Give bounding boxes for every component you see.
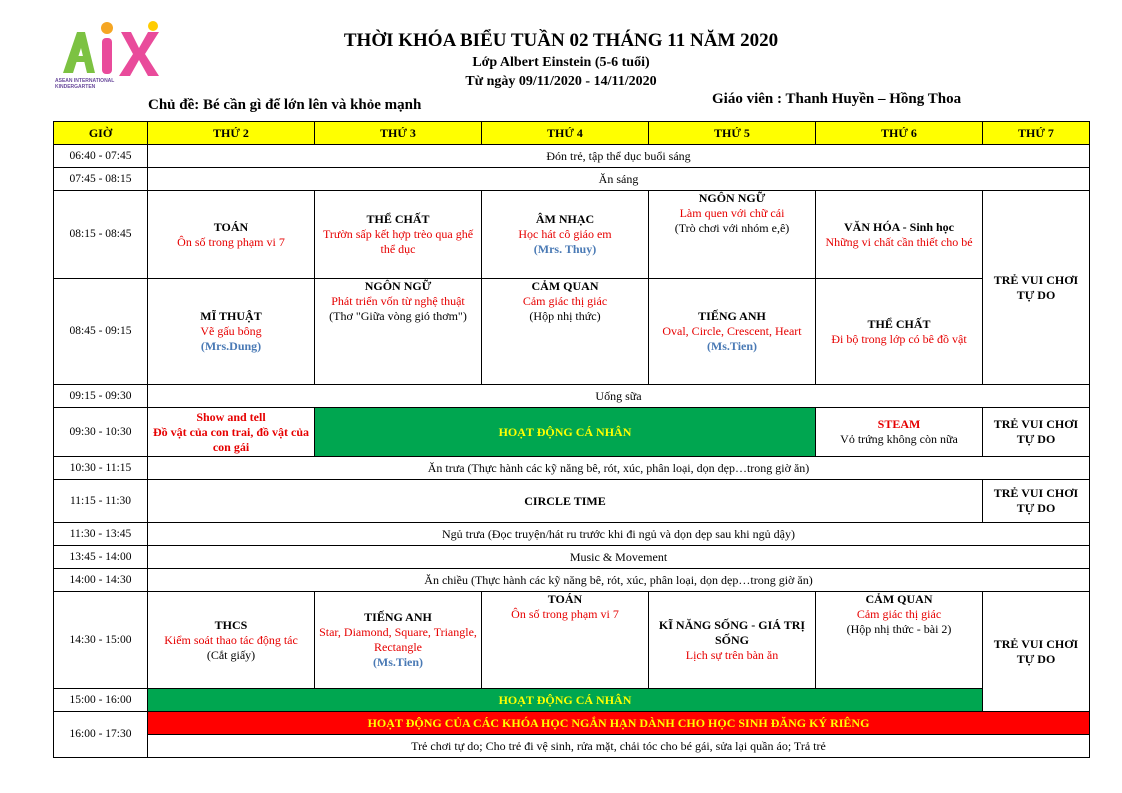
free-play-cell: TRẺ VUI CHƠI TỰ DO [983, 480, 1090, 523]
col-thu: THỨ 5 [649, 122, 816, 145]
table-row [54, 385, 1090, 408]
lesson-cell [649, 191, 816, 279]
lesson-cell [816, 279, 983, 385]
col-wed: THỨ 4 [482, 122, 649, 145]
lesson-note: (Thơ "Giữa vòng gió thơm") [329, 309, 467, 323]
lesson-cell [649, 592, 816, 689]
lesson-cell [816, 191, 983, 279]
individual-activity-cell: HOẠT ĐỘNG CÁ NHÂN [148, 689, 983, 712]
lesson-detail: Phát triển vốn từ nghệ thuật [331, 294, 465, 308]
teachers-label: Giáo viên : Thanh Huyền – Hồng Thoa [712, 91, 962, 107]
lesson-detail: Làm quen với chữ cái [679, 206, 785, 220]
lesson-teacher: (Mrs.Dung) [200, 339, 262, 353]
timetable [53, 121, 1090, 758]
col-fri: THỨ 6 [816, 122, 983, 145]
lesson-cell [816, 592, 983, 689]
lesson-detail: Đồ vật của con trai, đồ vật của con gái [153, 424, 309, 454]
table-row [54, 145, 1090, 168]
lesson-subject: NGÔN NGỮ [698, 191, 766, 205]
lesson-detail: Oval, Circle, Crescent, Heart [662, 324, 802, 338]
lesson-cell [148, 408, 315, 457]
time-cell: 11:15 - 11:30 [54, 480, 148, 523]
lesson-cell [148, 592, 315, 689]
activity-cell: Ăn sáng [148, 168, 1090, 191]
lesson-note: (Cắt giấy) [206, 647, 256, 662]
table-row [54, 735, 1090, 758]
schedule-title: THỜI KHÓA BIỂU TUẦN 02 THÁNG 11 NĂM 2020 [343, 30, 779, 51]
activity-cell: Trẻ chơi tự do; Cho trẻ đi vệ sinh, rửa mặt, chải tóc cho bé gái, sửa lại quần áo; Trả trẻ [148, 735, 1090, 758]
lesson-detail: Lịch sự trên bàn ăn [685, 647, 779, 662]
lesson-cell [482, 592, 649, 689]
lesson-subject: KĨ NĂNG SỐNG - GIÁ TRỊ SỐNG [658, 617, 806, 647]
lesson-subject: CẢM QUAN [865, 592, 933, 606]
time-cell: 08:15 - 08:45 [54, 191, 148, 279]
lesson-detail: Trườn sấp kết hợp trèo qua ghế thể dục [322, 227, 474, 256]
date-range: Từ ngày 09/11/2020 - 14/11/2020 [465, 74, 657, 89]
free-play-cell: TRẺ VUI CHƠI TỰ DO [983, 592, 1090, 712]
lesson-note: (Trò chơi với nhóm e,ê) [674, 221, 790, 235]
time-cell: 14:30 - 15:00 [54, 592, 148, 689]
activity-cell: Music & Movement [148, 546, 1090, 569]
table-row [54, 592, 1090, 689]
class-name: Lớp Albert Einstein (5-6 tuổi) [472, 55, 650, 70]
lesson-detail: Ôn số trong phạm vi 7 [511, 607, 619, 621]
table-row [54, 523, 1090, 546]
lesson-note: (Hộp nhị thức - bài 2) [846, 622, 952, 636]
time-cell: 09:15 - 09:30 [54, 385, 148, 408]
time-cell: 09:30 - 10:30 [54, 408, 148, 457]
free-play-cell: TRẺ VUI CHƠI TỰ DO [983, 408, 1090, 457]
lesson-subject: STEAM [877, 417, 921, 431]
lesson-subject: TIẾNG ANH [698, 309, 766, 323]
lesson-cell [649, 279, 816, 385]
free-play-cell: TRẺ VUI CHƠI TỰ DO [983, 191, 1090, 385]
table-row [54, 191, 1090, 279]
lesson-cell [816, 408, 983, 457]
circle-time-cell: CIRCLE TIME [148, 480, 983, 523]
individual-activity-cell: HOẠT ĐỘNG CÁ NHÂN [315, 408, 816, 457]
lesson-detail: Cảm giác thị giác [856, 607, 942, 621]
lesson-cell [148, 191, 315, 279]
table-row [54, 480, 1090, 523]
lesson-detail: Đi bộ trong lớp có bê đồ vật [831, 331, 967, 346]
table-row [54, 408, 1090, 457]
col-time: GIỜ [54, 122, 148, 145]
col-tue: THỨ 3 [315, 122, 482, 145]
lesson-cell [315, 279, 482, 385]
lesson-subject: Show and tell [196, 409, 266, 424]
short-course-cell: HOẠT ĐỘNG CỦA CÁC KHÓA HỌC NGẮN HẠN DÀNH CHO HỌC SINH ĐĂNG KÝ RIÊNG [148, 712, 1090, 735]
activity-cell: Uống sữa [148, 385, 1090, 408]
time-cell: 10:30 - 11:15 [54, 457, 148, 480]
table-row [54, 546, 1090, 569]
lesson-subject: MĨ THUẬT [200, 309, 262, 323]
table-row [54, 279, 1090, 385]
time-cell: 15:00 - 16:00 [54, 689, 148, 712]
activity-cell: Ngủ trưa (Đọc truyện/hát ru trước khi đi ngủ và dọn dẹp sau khi ngủ dậy) [148, 523, 1090, 546]
lesson-subject: CẢM QUAN [531, 279, 599, 293]
lesson-subject: NGÔN NGỮ [364, 279, 432, 293]
time-cell: 11:30 - 13:45 [54, 523, 148, 546]
col-sat: THỨ 7 [983, 122, 1090, 145]
table-row [54, 689, 1090, 712]
table-row [54, 712, 1090, 735]
lesson-detail: Học hát cô giáo em [518, 227, 612, 241]
logo-text: ASEAN INTERNATIONAL KINDERGARTEN [55, 78, 115, 90]
table-row [54, 569, 1090, 592]
col-mon: THỨ 2 [148, 122, 315, 145]
lesson-subject: ÂM NHẠC [535, 212, 595, 226]
table-row [54, 457, 1090, 480]
lesson-cell [148, 279, 315, 385]
lesson-subject: TOÁN [547, 592, 583, 606]
time-cell: 13:45 - 14:00 [54, 546, 148, 569]
header-row [54, 122, 1090, 145]
time-cell: 08:45 - 09:15 [54, 279, 148, 385]
lesson-detail: Những vi chất cần thiết cho bé [825, 234, 973, 249]
lesson-subject: THỂ CHẤT [366, 212, 430, 226]
lesson-cell [315, 191, 482, 279]
time-cell: 07:45 - 08:15 [54, 168, 148, 191]
lesson-cell [315, 592, 482, 689]
activity-cell: Đón trẻ, tập thể dục buổi sáng [148, 145, 1090, 168]
theme-label: Chủ đề: Bé cần gì để lớn lên và khỏe mạnh [148, 97, 422, 113]
lesson-teacher: (Ms.Tien) [372, 655, 424, 669]
lesson-subject: THỂ CHẤT [867, 316, 931, 331]
time-cell: 14:00 - 14:30 [54, 569, 148, 592]
lesson-cell [482, 279, 649, 385]
lesson-detail: Vẽ gấu bông [200, 324, 262, 338]
lesson-detail: Cảm giác thị giác [522, 294, 608, 308]
lesson-teacher: (Ms.Tien) [706, 339, 758, 353]
lesson-note: (Hộp nhị thức) [529, 309, 601, 323]
lesson-subject: THCS [214, 617, 248, 632]
lesson-cell [482, 191, 649, 279]
activity-cell: Ăn trưa (Thực hành các kỹ năng bê, rót, xúc, phân loại, dọn dẹp…trong giờ ăn) [148, 457, 1090, 480]
activity-cell: Ăn chiều (Thực hành các kỹ năng bê, rót, xúc, phân loại, dọn dẹp…trong giờ ăn) [148, 569, 1090, 592]
lesson-subject: TOÁN [213, 219, 249, 234]
lesson-subject: TIẾNG ANH [364, 610, 432, 624]
time-cell: 06:40 - 07:45 [54, 145, 148, 168]
lesson-detail: Vỏ trứng không còn nữa [840, 432, 958, 446]
time-cell: 16:00 - 17:30 [54, 712, 148, 758]
lesson-subject: VĂN HÓA - Sinh học [843, 219, 955, 234]
lesson-detail: Kiểm soát thao tác động tác [164, 632, 298, 647]
lesson-teacher: (Mrs. Thuy) [533, 242, 597, 256]
table-row [54, 168, 1090, 191]
lesson-detail: Star, Diamond, Square, Triangle, Rectangle [319, 625, 477, 654]
lesson-detail: Ôn số trong phạm vi 7 [177, 234, 285, 249]
